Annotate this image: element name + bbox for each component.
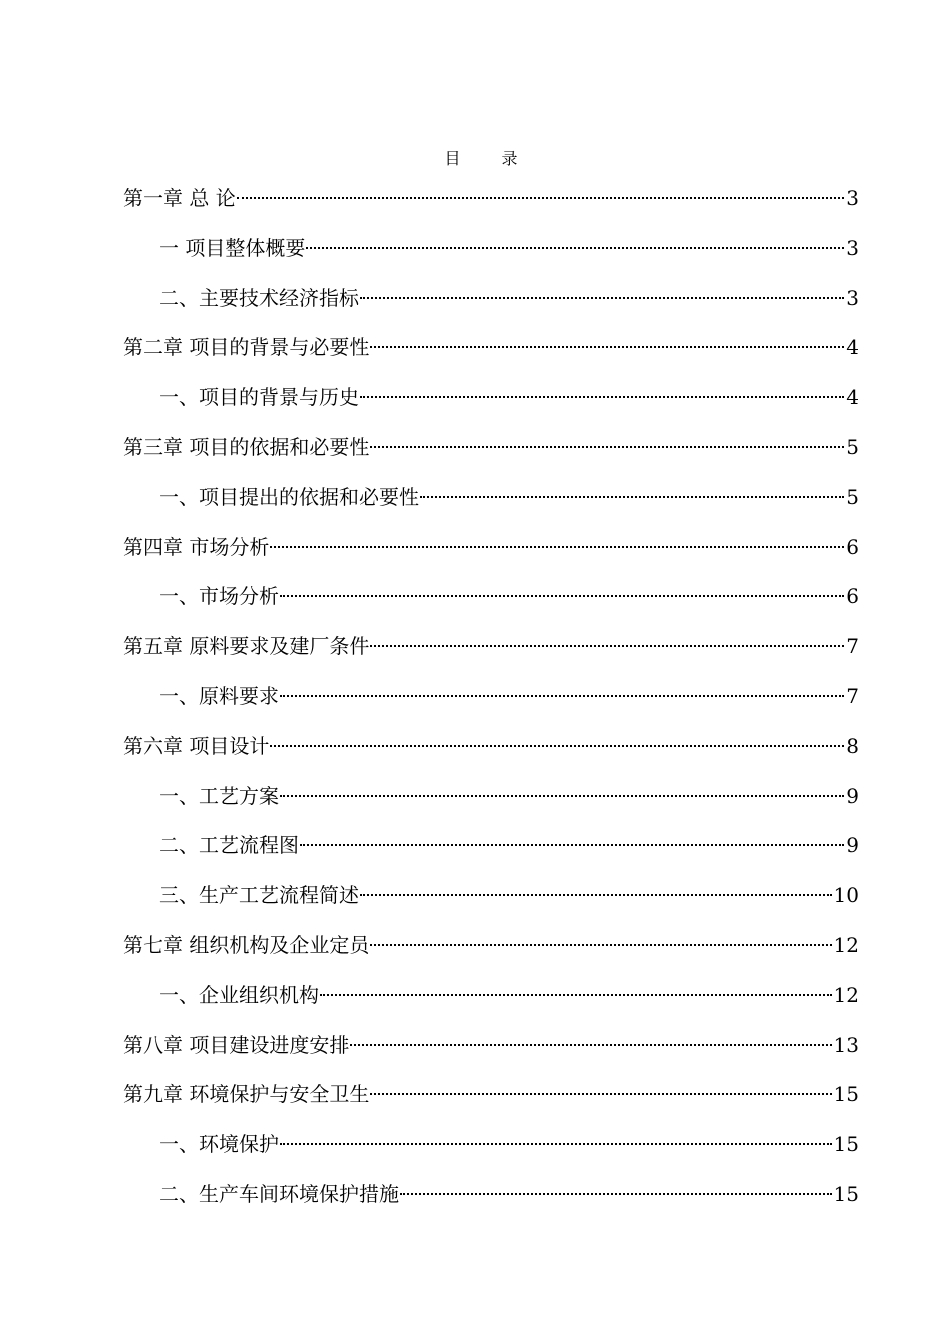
toc-section-entry[interactable] xyxy=(123,479,859,529)
toc-section-entry[interactable] xyxy=(123,877,859,927)
toc-page-number: 5 xyxy=(846,484,859,509)
toc-page-number: 9 xyxy=(846,783,859,808)
toc-dot-leader xyxy=(360,297,844,299)
table-of-contents xyxy=(123,180,859,1226)
toc-entry-label: 第九章 环境保护与安全卫生 xyxy=(123,1082,370,1107)
toc-entry-label: 二、生产车间环境保护措施 xyxy=(159,1181,399,1206)
toc-section-entry[interactable] xyxy=(123,778,859,828)
toc-section-entry[interactable] xyxy=(123,379,859,429)
toc-dot-leader xyxy=(280,795,844,797)
toc-page-number: 13 xyxy=(833,1032,859,1057)
toc-entry-label: 二、主要技术经济指标 xyxy=(159,285,359,310)
toc-entry-label: 第三章 项目的依据和必要性 xyxy=(123,434,370,459)
toc-section-entry[interactable] xyxy=(123,678,859,728)
toc-entry-label: 第一章 总 论 xyxy=(123,186,236,210)
toc-dot-leader xyxy=(370,446,844,448)
toc-section-entry[interactable] xyxy=(123,1176,859,1226)
toc-entry-label: 第七章 组织机构及企业定员 xyxy=(123,932,370,957)
toc-dot-leader xyxy=(280,1143,832,1145)
toc-chapter-entry[interactable] xyxy=(123,728,859,778)
toc-dot-leader xyxy=(270,546,844,548)
toc-dot-leader xyxy=(370,1093,831,1095)
toc-page-number: 3 xyxy=(846,235,859,260)
toc-section-entry[interactable] xyxy=(123,977,859,1027)
toc-page-number: 7 xyxy=(846,683,859,708)
toc-dot-leader xyxy=(360,894,832,896)
toc-dot-leader xyxy=(370,645,844,647)
toc-dot-leader xyxy=(270,745,844,747)
toc-entry-label: 一 项目整体概要 xyxy=(159,235,306,260)
toc-entry-label: 一、项目提出的依据和必要性 xyxy=(159,484,419,509)
toc-dot-leader xyxy=(420,496,844,498)
toc-section-entry[interactable] xyxy=(123,230,859,280)
toc-dot-leader xyxy=(300,844,844,846)
toc-section-entry[interactable] xyxy=(123,280,859,330)
toc-page-number: 3 xyxy=(846,186,859,210)
toc-page-number: 9 xyxy=(846,833,859,858)
toc-page-number: 12 xyxy=(833,982,859,1007)
toc-page-number: 4 xyxy=(846,385,859,410)
toc-page-number: 12 xyxy=(833,932,859,957)
toc-entry-label: 三、生产工艺流程简述 xyxy=(159,883,359,908)
toc-chapter-entry[interactable] xyxy=(123,1076,859,1126)
toc-section-entry[interactable] xyxy=(123,1126,859,1176)
toc-chapter-entry[interactable] xyxy=(123,329,859,379)
toc-page-number: 6 xyxy=(846,534,859,559)
toc-dot-leader xyxy=(370,346,844,348)
toc-entry-label: 一、工艺方案 xyxy=(159,783,279,808)
toc-chapter-entry[interactable] xyxy=(123,529,859,579)
toc-entry-label: 第八章 项目建设进度安排 xyxy=(123,1032,350,1057)
toc-entry-label: 一、企业组织机构 xyxy=(159,982,319,1007)
toc-dot-leader xyxy=(237,197,845,199)
toc-entry-label: 一、市场分析 xyxy=(159,584,279,609)
toc-page-number: 8 xyxy=(846,733,859,758)
toc-chapter-entry[interactable] xyxy=(123,628,859,678)
toc-dot-leader xyxy=(350,1044,831,1046)
toc-page-number: 15 xyxy=(833,1082,859,1107)
toc-dot-leader xyxy=(306,247,844,249)
toc-dot-leader xyxy=(320,994,832,996)
toc-title: 目 录 xyxy=(444,149,536,168)
toc-dot-leader xyxy=(400,1193,832,1195)
toc-chapter-entry[interactable] xyxy=(123,180,859,230)
toc-entry-label: 第二章 项目的背景与必要性 xyxy=(123,335,370,360)
toc-page-number: 10 xyxy=(833,883,859,908)
toc-page-number: 4 xyxy=(846,335,859,360)
toc-chapter-entry[interactable] xyxy=(123,429,859,479)
toc-entry-label: 一、项目的背景与历史 xyxy=(159,385,359,410)
toc-dot-leader xyxy=(370,944,831,946)
toc-entry-label: 第五章 原料要求及建厂条件 xyxy=(123,634,370,659)
toc-page-number: 7 xyxy=(846,634,859,659)
toc-chapter-entry[interactable] xyxy=(123,927,859,977)
toc-entry-label: 第六章 项目设计 xyxy=(123,733,270,758)
toc-entry-label: 一、原料要求 xyxy=(159,683,279,708)
toc-dot-leader xyxy=(280,595,844,597)
toc-page-number: 3 xyxy=(846,285,859,310)
toc-page-number: 5 xyxy=(846,434,859,459)
toc-dot-leader xyxy=(360,396,844,398)
toc-section-entry[interactable] xyxy=(123,578,859,628)
toc-page-number: 6 xyxy=(846,584,859,609)
toc-entry-label: 二、工艺流程图 xyxy=(159,833,299,858)
toc-entry-label: 第四章 市场分析 xyxy=(123,534,270,559)
toc-dot-leader xyxy=(280,695,844,697)
toc-chapter-entry[interactable] xyxy=(123,1027,859,1077)
toc-section-entry[interactable] xyxy=(123,827,859,877)
toc-page-number: 15 xyxy=(833,1132,859,1157)
toc-page-number: 15 xyxy=(833,1181,859,1206)
toc-entry-label: 一、环境保护 xyxy=(159,1132,279,1157)
